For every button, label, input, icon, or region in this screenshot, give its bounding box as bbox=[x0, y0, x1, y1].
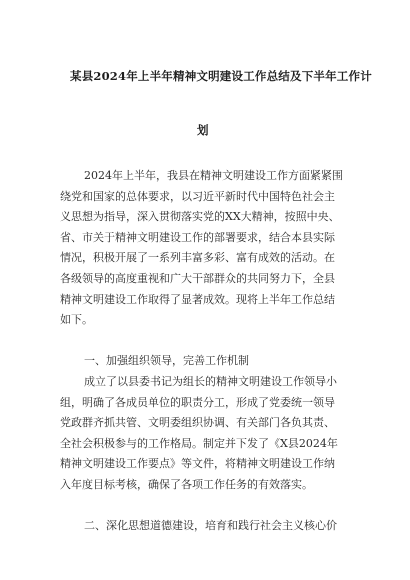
paragraph-line: 情况，积极开展了一系列丰富多彩、富有成效的活动。在 bbox=[60, 251, 335, 265]
document-title: 某县2024年上半年精神文明建设工作总结及下半年工作计 bbox=[70, 69, 372, 83]
paragraph-line: 2024年上半年，我县在精神文明建设工作方面紧紧围 bbox=[84, 169, 343, 182]
paragraph-organization bbox=[60, 372, 356, 496]
paragraph-line: 义思想为指导，深入贯彻落实党的XX大精神，按照中央、 bbox=[60, 210, 340, 224]
paragraph-line: 全社会积极参与的工作格局。制定并下发了《X县2024年 bbox=[60, 436, 338, 450]
paragraph-line: 入年度目标考核，确保了各项工作任务的有效落实。 bbox=[60, 477, 313, 491]
paragraph-line: 组，明确了各成员单位的职责分工，形成了党委统一领导 bbox=[60, 395, 335, 409]
paragraph-line: 绕党和国家的总体要求，以习近平新时代中国特色社会主 bbox=[60, 189, 335, 203]
section-heading-2: 二、深化思想道德建设，培育和践行社会主义核心价 bbox=[84, 519, 337, 532]
document-title-continuation: 划 bbox=[197, 123, 209, 137]
paragraph-line: 省、市关于精神文明建设工作的部署要求，结合本县实际 bbox=[60, 230, 335, 244]
paragraph-line: 如下。 bbox=[60, 313, 93, 327]
section-heading-1: 一、加强组织领导，完善工作机制 bbox=[84, 354, 249, 367]
paragraph-line: 精神文明建设工作取得了显著成效。现将上半年工作总结 bbox=[60, 292, 335, 306]
paragraph-line: 各级领导的高度重视和广大干部群众的共同努力下，全县 bbox=[60, 271, 335, 285]
paragraph-intro bbox=[60, 166, 356, 331]
paragraph-line: 精神文明建设工作要点》等文件，将精神文明建设工作纳 bbox=[60, 457, 335, 471]
paragraph-line: 成立了以县委书记为组长的精神文明建设工作领导小 bbox=[84, 375, 337, 388]
paragraph-line: 党政群齐抓共管、文明委组织协调、有关部门各负其责、 bbox=[60, 416, 335, 430]
